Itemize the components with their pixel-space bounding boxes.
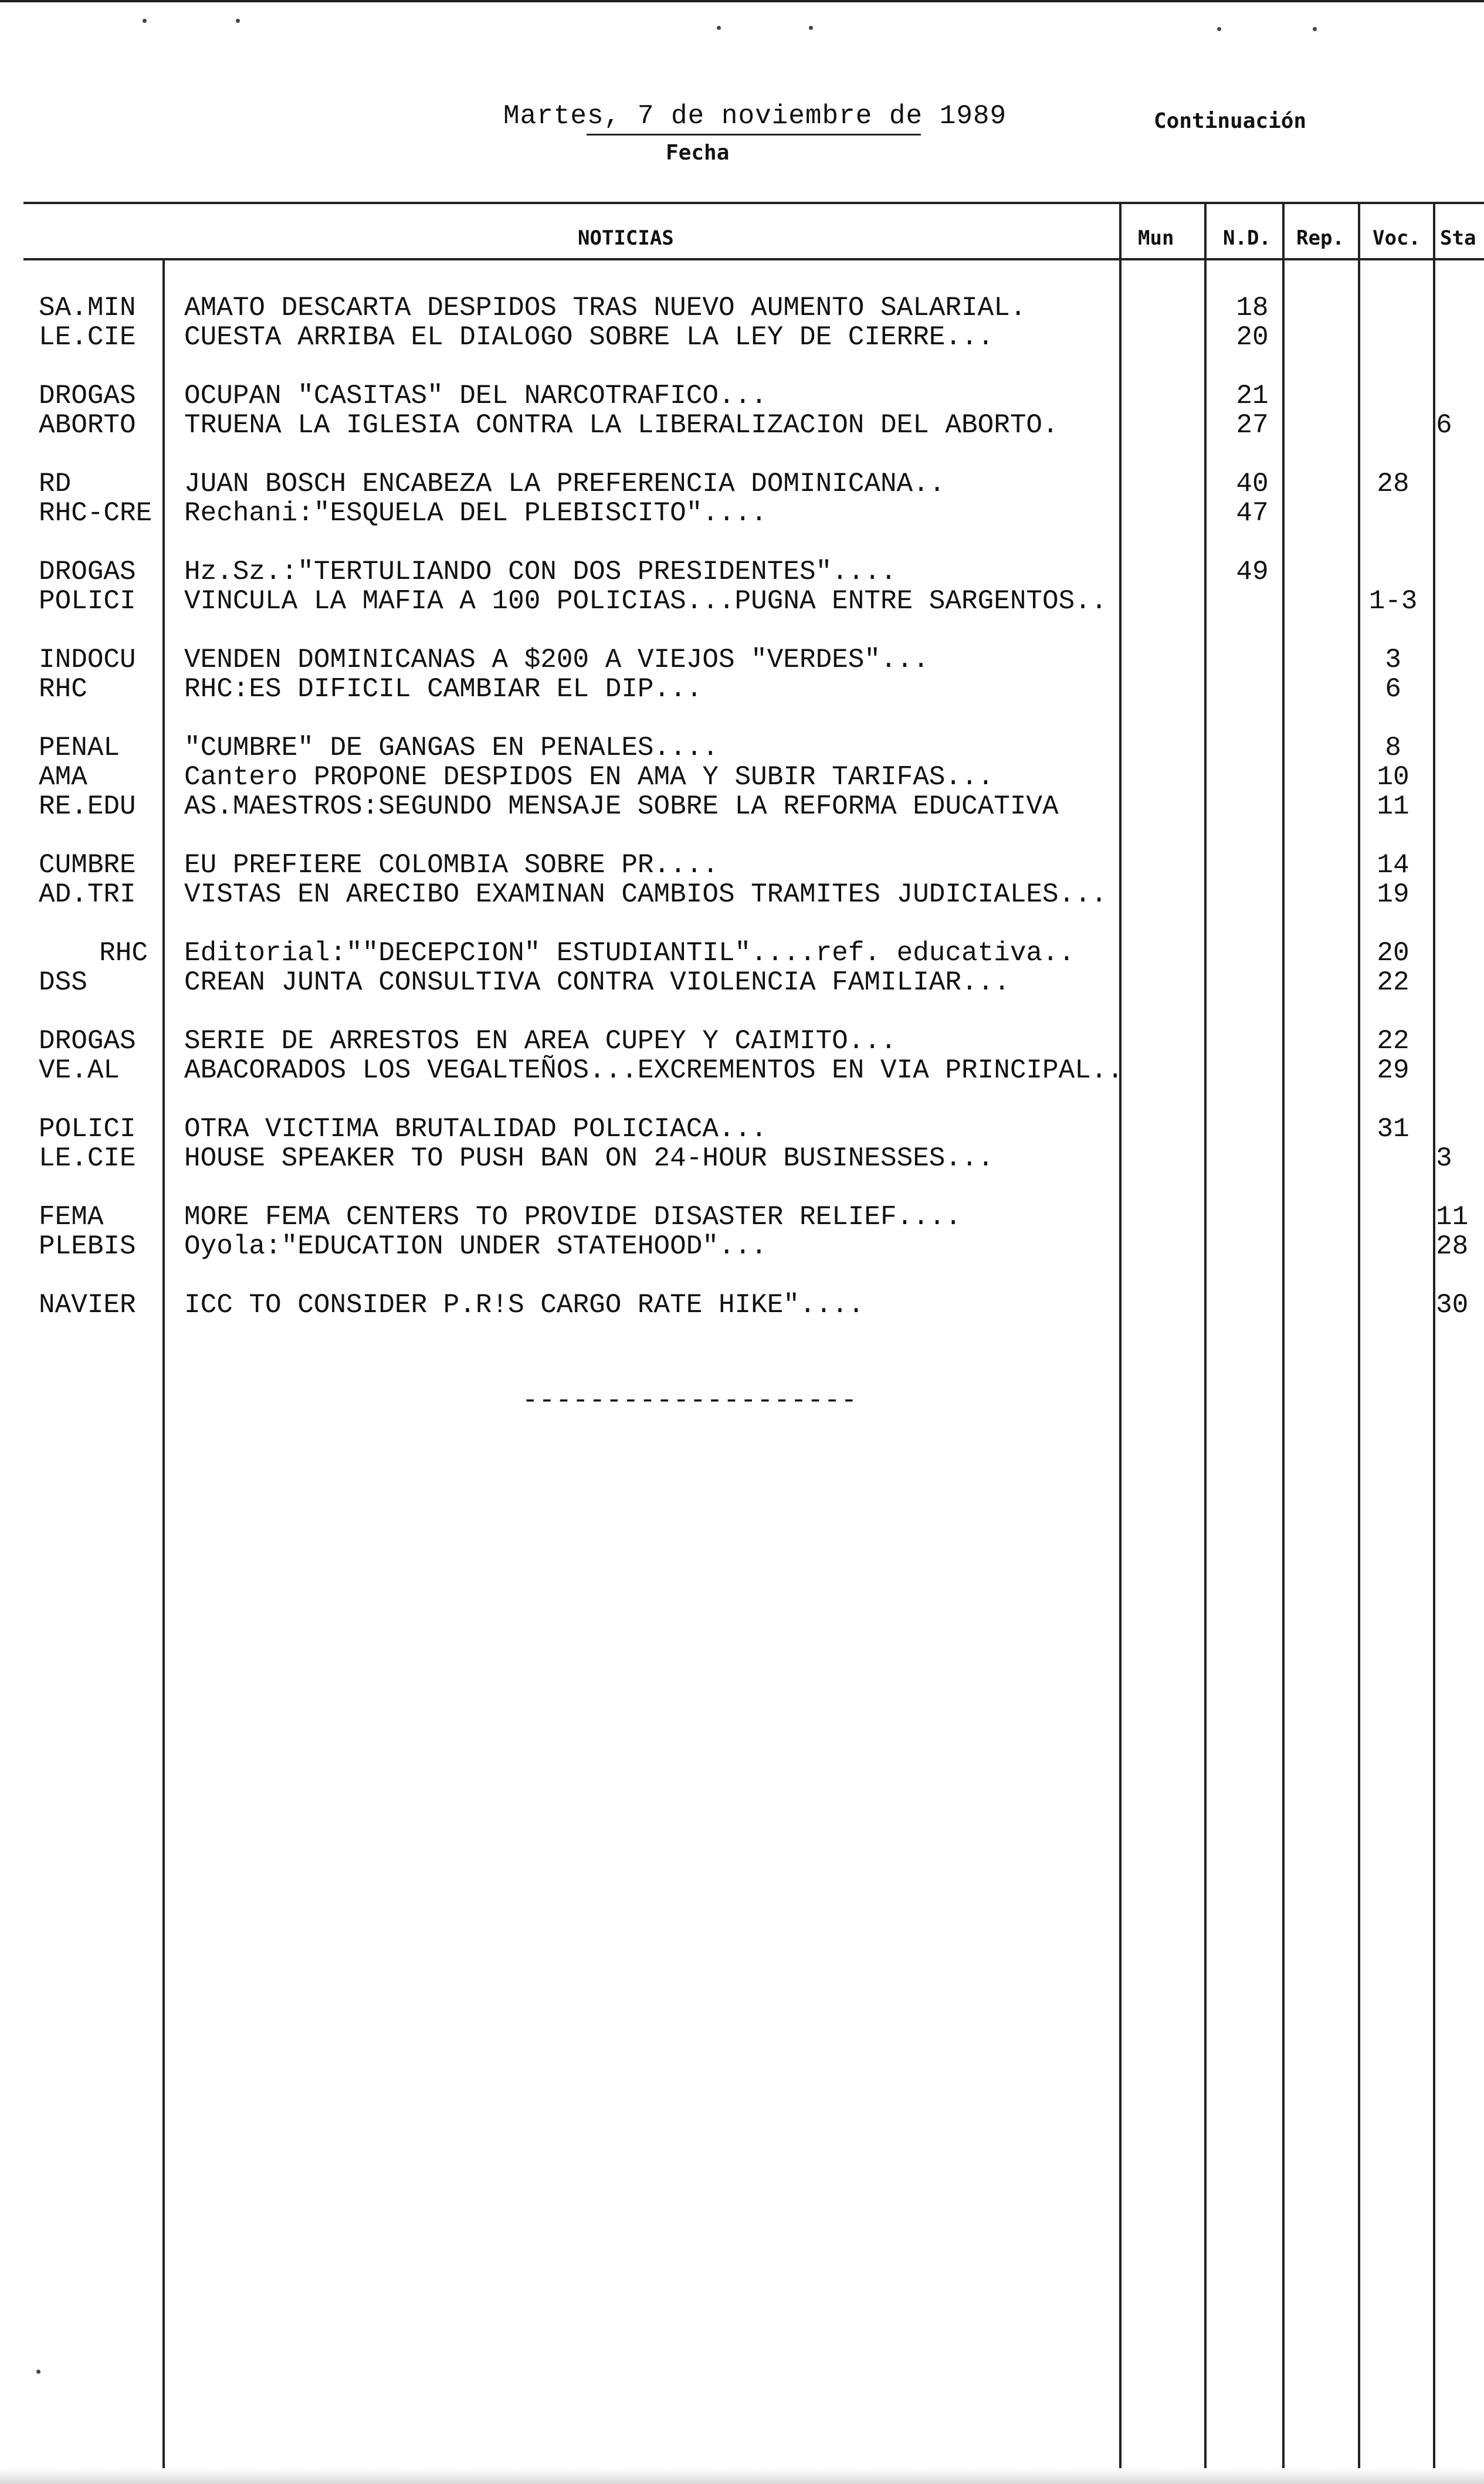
- sta-page: 28: [1436, 1231, 1469, 1262]
- news-group: [0, 850, 1484, 909]
- news-group: [0, 1290, 1484, 1320]
- nd-page: 18: [1236, 293, 1269, 323]
- headline: Cantero PROPONE DESPIDOS EN AMA Y SUBIR TARIFAS...: [184, 762, 994, 792]
- headline: ICC TO CONSIDER P.R!S CARGO RATE HIKE"....: [184, 1290, 865, 1320]
- news-row: [0, 1026, 1484, 1056]
- news-row: [0, 792, 1484, 821]
- voc-page: 8: [1385, 733, 1401, 763]
- sta-page: 3: [1436, 1143, 1452, 1174]
- nd-page: 40: [1236, 469, 1269, 499]
- nd-page: 27: [1236, 410, 1269, 440]
- section-code: PLEBIS: [39, 1232, 136, 1261]
- section-code: INDOCU: [39, 645, 136, 675]
- news-group: [0, 645, 1484, 704]
- headline: VENDEN DOMINICANAS A $200 A VIEJOS "VERDES"...: [184, 645, 929, 675]
- sta-page: 6: [1436, 410, 1452, 440]
- section-code: RHC: [39, 675, 87, 704]
- news-group: [0, 1026, 1484, 1085]
- news-row: [0, 938, 1484, 968]
- news-row: [0, 381, 1484, 411]
- section-code: VE.AL: [39, 1056, 120, 1085]
- news-row: [0, 293, 1484, 323]
- news-row: [0, 1114, 1484, 1144]
- column-header-noticias: NOTICIAS: [578, 226, 674, 250]
- section-code: DSS: [39, 968, 87, 997]
- news-row: [0, 880, 1484, 909]
- voc-page: 11: [1377, 791, 1410, 822]
- section-code: LE.CIE: [39, 323, 136, 352]
- section-code: NAVIER: [39, 1290, 136, 1320]
- column-header-rep: Rep.: [1296, 226, 1344, 250]
- section-code: DROGAS: [39, 381, 136, 411]
- headline: Editorial:""DECEPCION" ESTUDIANTIL"....ref. educativa..: [184, 938, 1075, 968]
- headline: AS.MAESTROS:SEGUNDO MENSAJE SOBRE LA REFORMA EDUCATIVA: [184, 791, 1059, 822]
- sta-page: 11: [1436, 1202, 1469, 1232]
- section-code: CUMBRE: [39, 850, 136, 880]
- headline: RHC:ES DIFICIL CAMBIAR EL DIP...: [184, 674, 703, 704]
- headline: Oyola:"EDUCATION UNDER STATEHOOD"...: [184, 1231, 767, 1262]
- column-header-nd: N.D.: [1223, 226, 1271, 250]
- section-code: RHC-CRE: [39, 499, 153, 528]
- news-row: [0, 1144, 1484, 1173]
- nd-page: 21: [1236, 381, 1269, 411]
- news-row: [0, 1232, 1484, 1261]
- news-row: [0, 469, 1484, 499]
- headline: Rechani:"ESQUELA DEL PLEBISCITO"....: [184, 498, 767, 528]
- top-rule: [0, 0, 1484, 2]
- headline: HOUSE SPEAKER TO PUSH BAN ON 24-HOUR BUSINESSES...: [184, 1143, 994, 1174]
- section-code: PENAL: [39, 733, 120, 763]
- nd-page: 49: [1236, 557, 1269, 587]
- headline: EU PREFIERE COLOMBIA SOBRE PR....: [184, 850, 719, 880]
- news-group: [0, 1202, 1484, 1261]
- headline: AMATO DESCARTA DESPIDOS TRAS NUEVO AUMENTO SALARIAL.: [184, 293, 1026, 323]
- voc-page: 28: [1377, 469, 1410, 499]
- section-code: DROGAS: [39, 1026, 136, 1056]
- fecha-label: Fecha: [666, 141, 730, 165]
- scan-speck: [1217, 27, 1221, 31]
- news-group: [0, 381, 1484, 440]
- headline: VINCULA LA MAFIA A 100 POLICIAS...PUGNA ENTRE SARGENTOS..: [184, 586, 1107, 616]
- headline: CREAN JUNTA CONSULTIVA CONTRA VIOLENCIA FAMILIAR...: [184, 967, 1010, 998]
- voc-page: 1-3: [1368, 586, 1418, 616]
- news-group: [0, 469, 1484, 528]
- news-group: [0, 733, 1484, 821]
- headline: ABACORADOS LOS VEGALTEÑOS...EXCREMENTOS EN VIA PRINCIPAL..: [184, 1055, 1124, 1086]
- news-row: [0, 587, 1484, 616]
- news-group: [0, 293, 1484, 352]
- voc-page: 31: [1377, 1114, 1410, 1144]
- scan-speck: [236, 19, 240, 23]
- voc-page: 22: [1377, 1026, 1410, 1056]
- continuation-label: Continuación: [1154, 109, 1307, 133]
- headline: "CUMBRE" DE GANGAS EN PENALES....: [184, 733, 719, 763]
- section-code: RE.EDU: [39, 792, 136, 821]
- header-date: Martes, 7 de noviembre de 1989: [503, 101, 1007, 131]
- voc-page: 20: [1377, 938, 1410, 968]
- news-row: [0, 557, 1484, 587]
- scan-speck: [809, 26, 813, 30]
- column-header-voc: Voc.: [1373, 226, 1421, 250]
- scan-speck: [717, 26, 721, 30]
- voc-page: 14: [1377, 850, 1410, 880]
- headline: CUESTA ARRIBA EL DIALOGO SOBRE LA LEY DE CIERRE...: [184, 322, 994, 353]
- voc-page: 22: [1377, 967, 1410, 998]
- section-code: FEMA: [39, 1202, 104, 1232]
- voc-page: 19: [1377, 879, 1410, 910]
- headline: MORE FEMA CENTERS TO PROVIDE DISASTER RELIEF....: [184, 1202, 962, 1232]
- headline: JUAN BOSCH ENCABEZA LA PREFERENCIA DOMINICANA..: [184, 469, 946, 499]
- scan-edge: [0, 2468, 1484, 2484]
- nd-page: 20: [1236, 322, 1269, 353]
- section-code: ABORTO: [39, 411, 136, 440]
- news-row: [0, 1202, 1484, 1232]
- voc-page: 3: [1385, 645, 1401, 675]
- date-underline: [587, 134, 921, 135]
- voc-page: 10: [1377, 762, 1410, 792]
- section-code: SA.MIN: [39, 293, 136, 323]
- voc-page: 6: [1385, 674, 1401, 704]
- news-group: [0, 1114, 1484, 1173]
- section-code: AMA: [39, 763, 87, 792]
- news-row: [0, 499, 1484, 528]
- headline: SERIE DE ARRESTOS EN AREA CUPEY Y CAIMITO...: [184, 1026, 897, 1056]
- table-header-rule: [23, 258, 1484, 260]
- scan-speck: [36, 2370, 40, 2374]
- news-group: [0, 557, 1484, 616]
- news-row: [0, 411, 1484, 440]
- section-code: RD: [39, 469, 72, 499]
- voc-page: 29: [1377, 1055, 1410, 1086]
- headline: Hz.Sz.:"TERTULIANDO CON DOS PRESIDENTES"....: [184, 557, 897, 587]
- section-code: POLICI: [39, 1114, 136, 1144]
- news-row: [0, 645, 1484, 675]
- headline: VISTAS EN ARECIBO EXAMINAN CAMBIOS TRAMITES JUDICIALES...: [184, 879, 1107, 910]
- news-group: [0, 938, 1484, 997]
- column-header-sta: Sta: [1440, 226, 1476, 250]
- news-row: [0, 1056, 1484, 1085]
- closing-dashes: --------------------: [522, 1385, 858, 1416]
- section-code: AD.TRI: [39, 880, 136, 909]
- section-code: POLICI: [39, 587, 136, 616]
- headline: OTRA VICTIMA BRUTALIDAD POLICIACA...: [184, 1114, 767, 1144]
- column-header-mun: Mun: [1138, 226, 1174, 250]
- news-row: [0, 323, 1484, 352]
- table-top-rule: [23, 202, 1484, 204]
- scan-speck: [143, 19, 147, 23]
- section-code: RHC: [99, 938, 148, 968]
- nd-page: 47: [1236, 498, 1269, 528]
- news-row: [0, 763, 1484, 792]
- news-row: [0, 1290, 1484, 1320]
- news-row: [0, 733, 1484, 763]
- headline: OCUPAN "CASITAS" DEL NARCOTRAFICO...: [184, 381, 767, 411]
- scan-speck: [1313, 27, 1317, 31]
- headline: TRUENA LA IGLESIA CONTRA LA LIBERALIZACION DEL ABORTO.: [184, 410, 1059, 440]
- news-row: [0, 968, 1484, 997]
- news-list: [0, 293, 1484, 1349]
- news-row: [0, 675, 1484, 704]
- sta-page: 30: [1436, 1290, 1469, 1320]
- news-row: [0, 850, 1484, 880]
- section-code: LE.CIE: [39, 1144, 136, 1173]
- section-code: DROGAS: [39, 557, 136, 587]
